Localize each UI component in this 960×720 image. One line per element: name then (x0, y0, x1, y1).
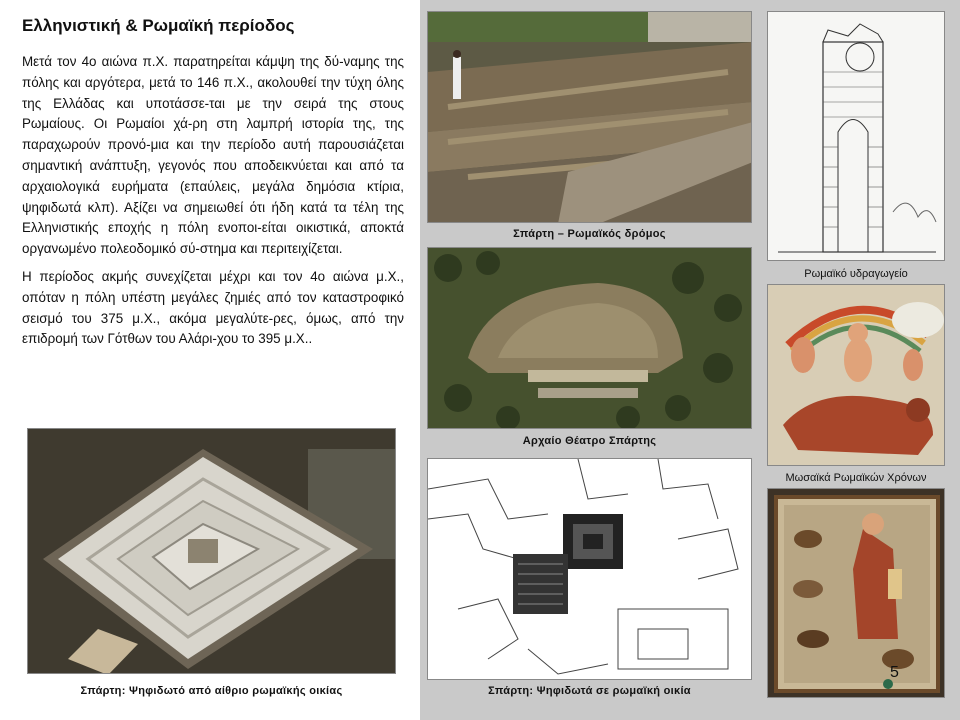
house-plan-caption: Σπάρτη: Ψηφιδωτά σε ρωμαϊκή οικία (488, 685, 691, 697)
roman-road-photo (427, 11, 752, 223)
page-number: 5 (890, 664, 899, 681)
atrium-mosaic-photo (27, 428, 396, 674)
theatre-caption: Αρχαίο Θέατρο Σπάρτης (522, 435, 657, 447)
paragraph-2: Η περίοδος ακμής συνεχίζεται μέχρι και τον 4ο αιώνα μ.Χ., οπόταν η πόλη υπέστη μεγάλες ζημιές από τον καταστροφικό σεισμό του 375 μ.Χ., ακόμα μεγαλύτε-ρες, όμως, από την επιδρομή των Γότθων του Αλάρι-χου το 395 μ.Χ.. (22, 268, 404, 347)
roman-road-caption: Σπάρτη – Ρωμαϊκός δρόμος (513, 228, 666, 240)
body-text (22, 52, 404, 357)
paragraph-1: Μετά τον 4ο αιώνα π.Χ. παρατηρείται κάμψη της δύ-ναμης της πόλης και αργότερα, μετά το 146 π.Χ., ακολουθεί την τύχη όλης της Ελλάδας και υποτάσσε-ται με την σειρά της στους Ρωμαίους. Οι Ρωμαίοι χά-ρη στη λαμπρή ιστορία της, της παραχωρούν προνό-μια και την περίοδο αυτή παρουσιάζεται σημαντική ανάπτυξη, γεγονός που αποδεικνύεται και από τα αρχαιολογικά ευρήματα (επαύλεις, μεγάλα δημόσια κτίρια, ψηφιδωτά κλπ). Αξίζει να σημειωθεί ότι ήδη κατά τα τέλη της Ελληνιστικής εποχής η πόλη ενοποι-είται οικιστικά, αποκτά οργανωμένο πολεοδομικό σύ-στημα και περιτειχίζεται. (22, 54, 404, 257)
aqueduct-drawing (767, 11, 945, 261)
slide-title: Ελληνιστική & Ρωμαϊκή περίοδος (22, 16, 295, 35)
aqueduct-caption: Ρωμαϊκό υδραγωγείο (804, 268, 908, 280)
house-plan-drawing (427, 458, 752, 680)
eros-mosaic-photo (767, 284, 945, 466)
eros-mosaic-caption: Μωσαϊκά Ρωμαϊκών Χρόνων (785, 472, 927, 484)
atrium-mosaic-caption: Σπάρτη: Ψηφιδωτό από αίθριο ρωμαϊκής οικίας (80, 685, 343, 697)
theatre-photo (427, 247, 752, 429)
orpheus-mosaic-photo (767, 488, 945, 698)
